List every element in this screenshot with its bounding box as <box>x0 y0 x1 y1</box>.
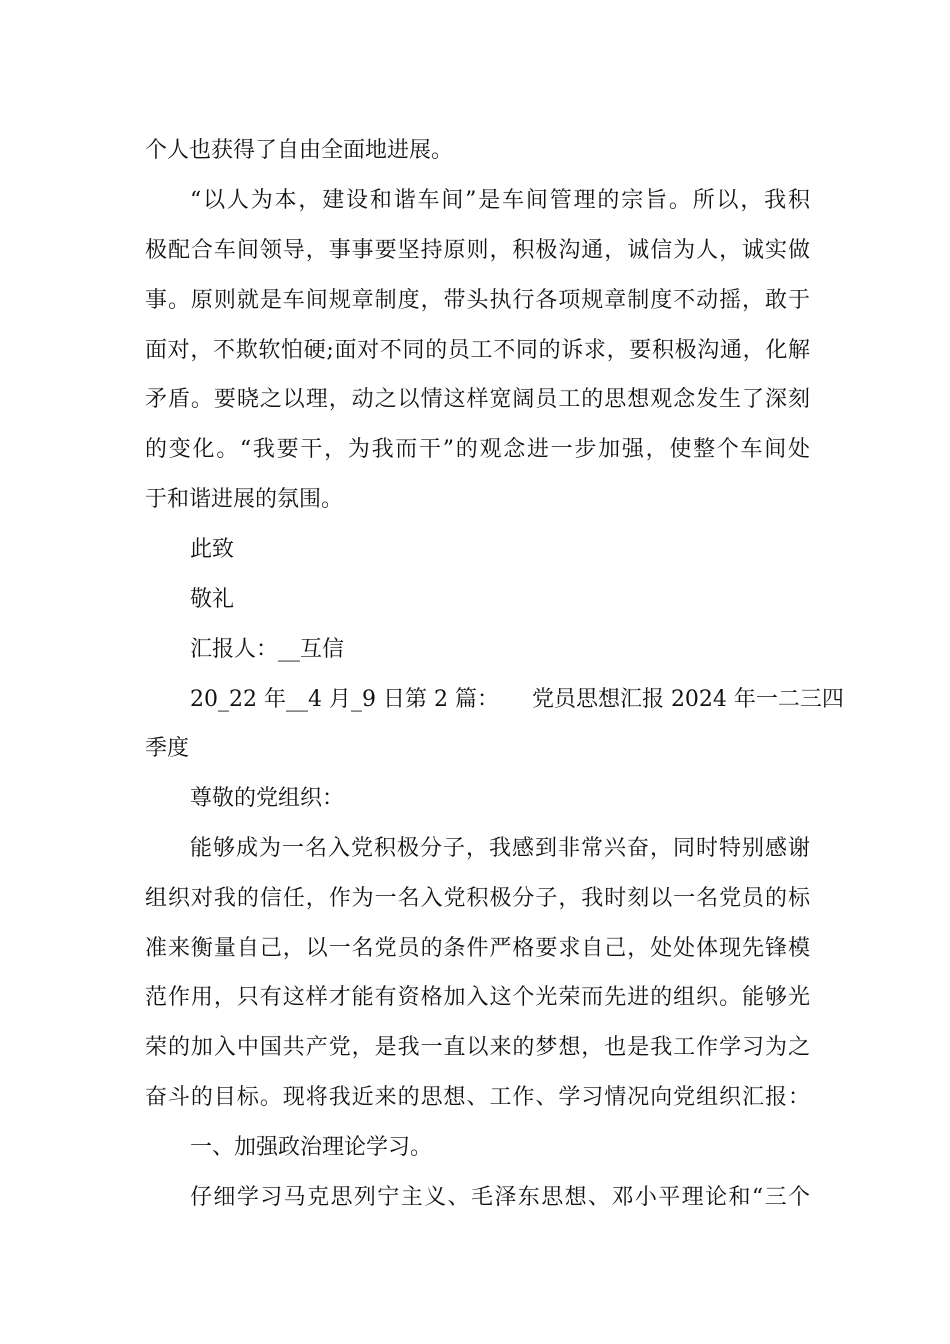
text-line: 仔细学习马克思列宁主义、毛泽东思想、邓小平理论和“三个 <box>190 1185 810 1210</box>
section-title-continued: 季度 <box>145 736 190 761</box>
text-line: 的变化。“我要干，为我而干”的观念进一步加强，使整个车间处 <box>145 437 810 462</box>
salutation: 尊敬的党组织： <box>190 786 345 811</box>
reporter-signature: 汇报人：__互信 <box>190 637 345 662</box>
text-line: 能够成为一名入党积极分子，我感到非常兴奋，同时特别感谢 <box>190 836 810 861</box>
text-line: 荣的加入中国共产党，是我一直以来的梦想，也是我工作学习为之 <box>145 1035 810 1060</box>
text-line: 事。原则就是车间规章制度，带头执行各项规章制度不动摇，敢于 <box>145 288 810 313</box>
text-line: 范作用，只有这样才能有资格加入这个光荣而先进的组织。能够光 <box>145 985 810 1010</box>
closing-regards: 敬礼 <box>190 587 235 612</box>
closing-salutation: 此致 <box>190 537 235 562</box>
text-line: 准来衡量自己，以一名党员的条件严格要求自己，处处体现先锋模 <box>145 936 810 961</box>
text-line: 极配合车间领导，事事要坚持原则，积极沟通，诚信为人，诚实做 <box>145 238 810 263</box>
text-line: 面对，不欺软怕硬;面对不同的员工不同的诉求，要积极沟通，化解 <box>145 338 810 363</box>
text-line: 矛盾。要晓之以理，动之以情这样宽阔员工的思想观念发生了深刻 <box>145 387 810 412</box>
text-line: 个人也获得了自由全面地进展。 <box>145 138 454 163</box>
section-heading: 一、加强政治理论学习。 <box>190 1135 433 1160</box>
date-and-section-title: 20_22 年__4 月_9 日第 2 篇： 党员思想汇报 2024 年一二三四 <box>190 687 844 712</box>
text-line: 组织对我的信任，作为一名入党积极分子，我时刻以一名党员的标 <box>145 886 810 911</box>
text-line: “以人为本，建设和谐车间”是车间管理的宗旨。所以，我积 <box>190 188 810 213</box>
text-line: 于和谐进展的氛围。 <box>145 487 344 512</box>
text-line: 奋斗的目标。现将我近来的思想、工作、学习情况向党组织汇报： <box>145 1085 810 1110</box>
